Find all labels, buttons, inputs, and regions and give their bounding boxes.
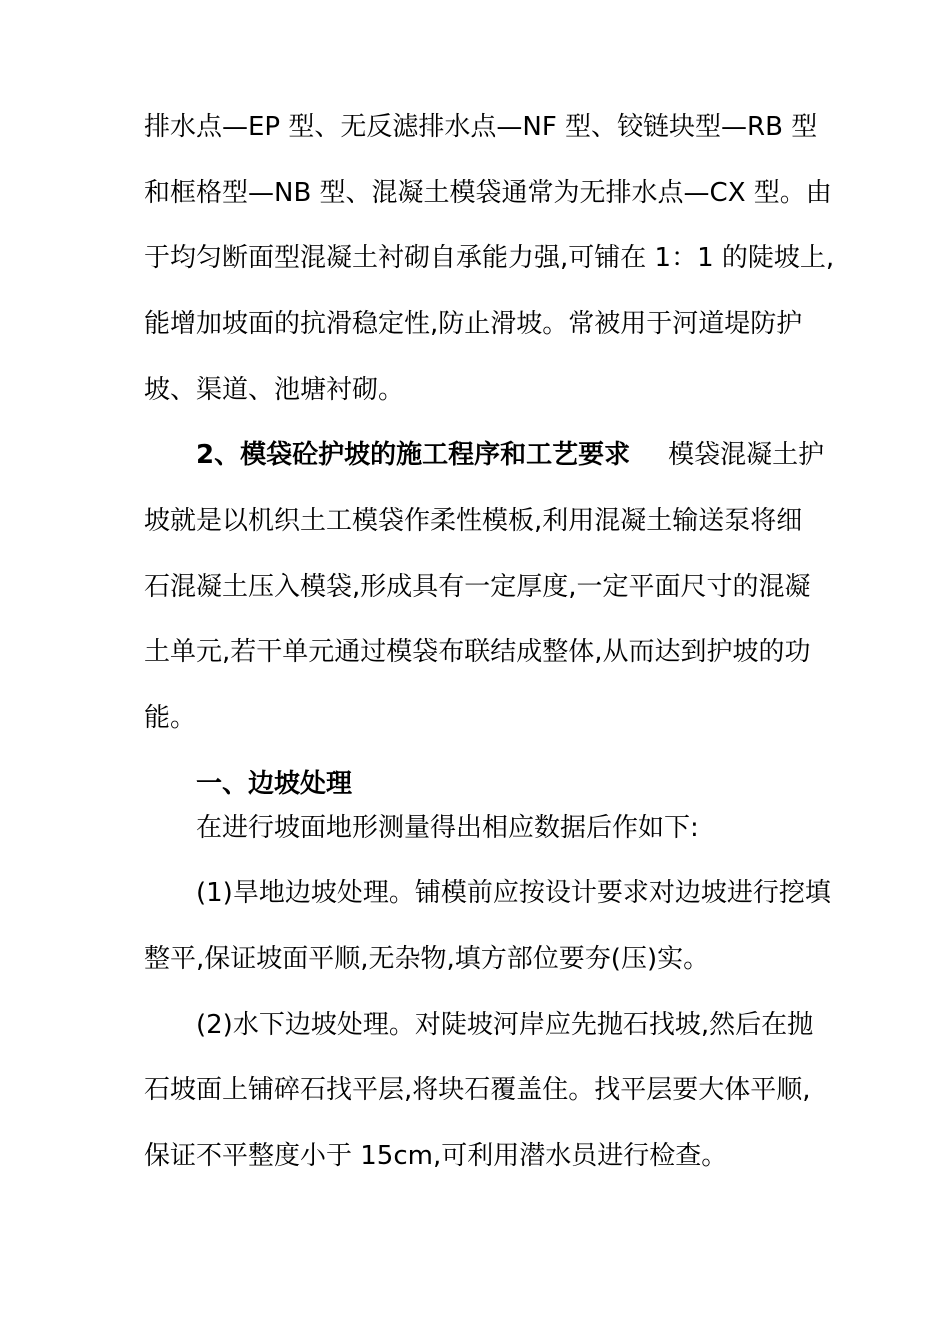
paragraph-line: 能增加坡面的抗滑稳定性,防止滑坡。常被用于河道堤防护 bbox=[144, 309, 803, 339]
paragraph-line: 在进行坡面地形测量得出相应数据后作如下: bbox=[196, 813, 699, 843]
paragraph-line: 坡就是以机织土工模袋作柔性模板,利用混凝土输送泵将细 bbox=[144, 506, 803, 536]
section-heading: 2、模袋砼护坡的施工程序和工艺要求 bbox=[196, 440, 631, 470]
paragraph-line: 能。 bbox=[144, 703, 197, 733]
paragraph-line: 石坡面上铺碎石找平层,将块石覆盖住。找平层要大体平顺, bbox=[144, 1075, 811, 1105]
paragraph-line: 和框格型—NB 型、混凝土模袋通常为无排水点—CX 型。由 bbox=[144, 178, 832, 208]
paragraph-line: 土单元,若干单元通过模袋布联结成整体,从而达到护坡的功 bbox=[144, 637, 811, 667]
paragraph-line: 保证不平整度小于 15cm,可利用潜水员进行检查。 bbox=[144, 1141, 728, 1171]
paragraph-first-line bbox=[196, 438, 824, 472]
paragraph-line: 坡、渠道、池塘衬砌。 bbox=[144, 375, 405, 405]
paragraph-line: 石混凝土压入模袋,形成具有一定厚度,一定平面尺寸的混凝 bbox=[144, 572, 811, 602]
paragraph-line: 整平,保证坡面平顺,无杂物,填方部位要夯(压)实。 bbox=[144, 944, 710, 974]
paragraph-text: 模袋混凝土护 bbox=[668, 440, 825, 470]
paragraph-line: (2)水下边坡处理。对陡坡河岸应先抛石找坡,然后在抛 bbox=[196, 1010, 814, 1040]
paragraph-line: 于均匀断面型混凝土衬砌自承能力强,可铺在 1：1 的陡坡上, bbox=[144, 243, 835, 273]
paragraph-line: (1)旱地边坡处理。铺模前应按设计要求对边坡进行挖填 bbox=[196, 878, 831, 908]
paragraph-line: 排水点—EP 型、无反滤排水点—NF 型、铰链块型—RB 型 bbox=[144, 112, 818, 142]
section-heading: 一、边坡处理 bbox=[196, 769, 353, 799]
